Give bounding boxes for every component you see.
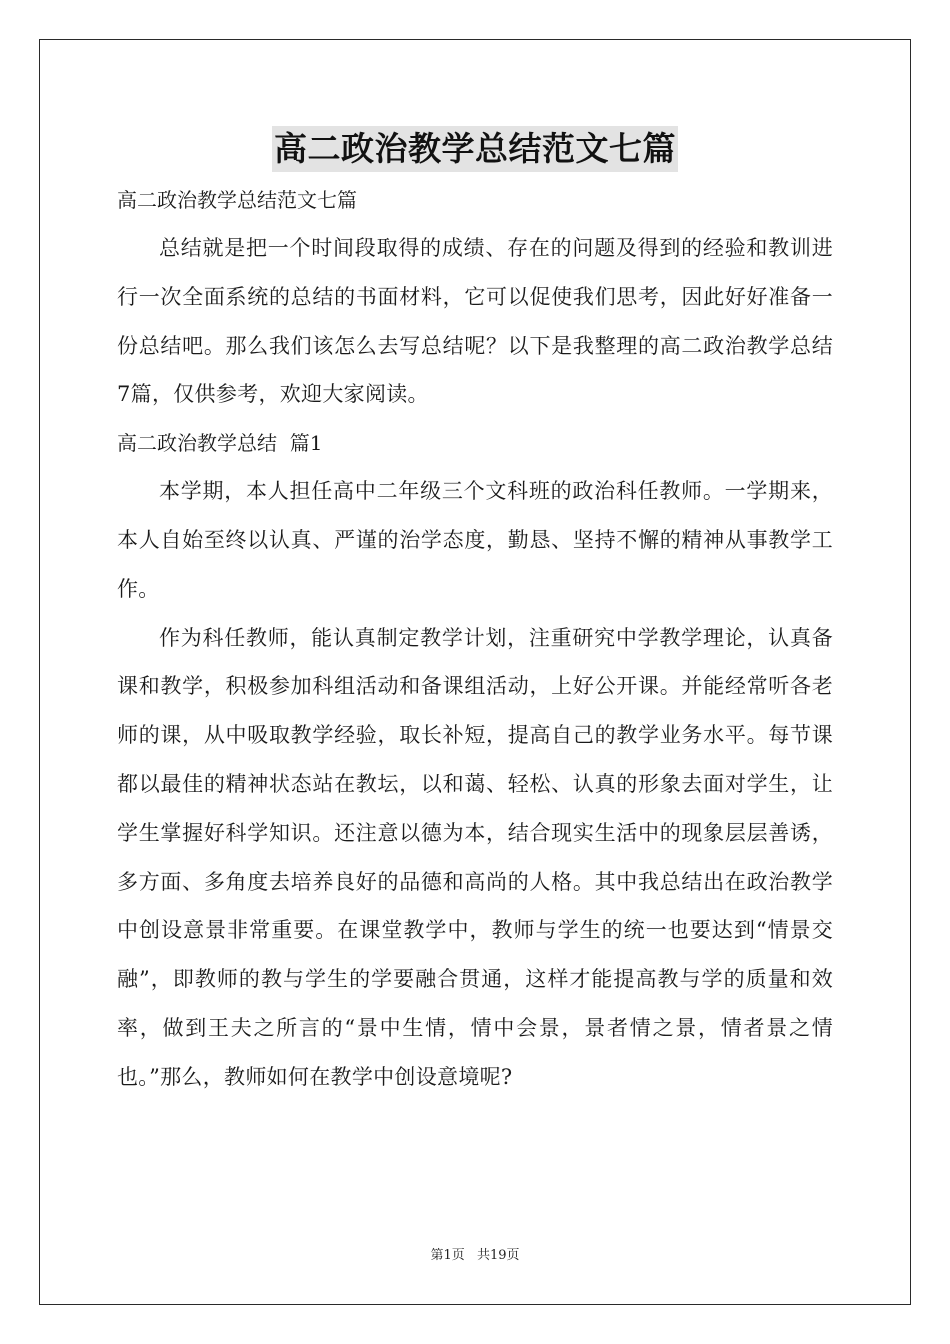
title-container [0,126,950,172]
page-footer [0,1246,950,1266]
intro-paragraph: 总结就是把一个时间段取得的成绩、存在的问题及得到的经验和教训进行一次全面系统的总结的书面材料，它可以促使我们思考，因此好好准备一份总结吧。那么我们该怎么去写总结呢？以下是我整理的高二政治教学总结7篇，仅供参考，欢迎大家阅读。 [117,236,833,407]
document-title: 高二政治教学总结范文七篇 [272,126,678,172]
page-number: 第1页 [430,1248,465,1263]
document-subtitle: 高二政治教学总结范文七篇 [117,188,357,212]
section-heading: 高二政治教学总结 篇1 [117,431,323,456]
body-paragraph-1: 本学期，本人担任高中二年级三个文科班的政治科任教师。一学期来，本人自始至终以认真、严谨的治学态度，勤恳、坚持不懈的精神从事教学工作。 [117,479,833,601]
document-body [117,176,833,1102]
page-total: 共19页 [476,1248,520,1263]
body-paragraph-2: 作为科任教师，能认真制定教学计划，注重研究中学教学理论，认真备课和教学，积极参加科组活动和备课组活动，上好公开课。并能经常听各老师的课，从中吸取教学经验，取长补短，提高自己的教学业务水平。每节课都以最佳的精神状态站在教坛，以和蔼、轻松、认真的形象去面对学生，让学生掌握好科学知识。还注意以德为本，结合现实生活中的现象层层善诱，多方面、多角度去培养良好的品德和高尚的人格。其中我总结出在政治教学中创设意景非常重要。在课堂教学中，教师与学生的统一也要达到“情景交融”，即教师的教与学生的学要融合贯通，这样才能提高教与学的质量和效率，做到王夫之所言的“景中生情，情中会景，景者情之景，情者景之情也。”那么，教师如何在教学中创设意境呢? [117,625,833,1089]
